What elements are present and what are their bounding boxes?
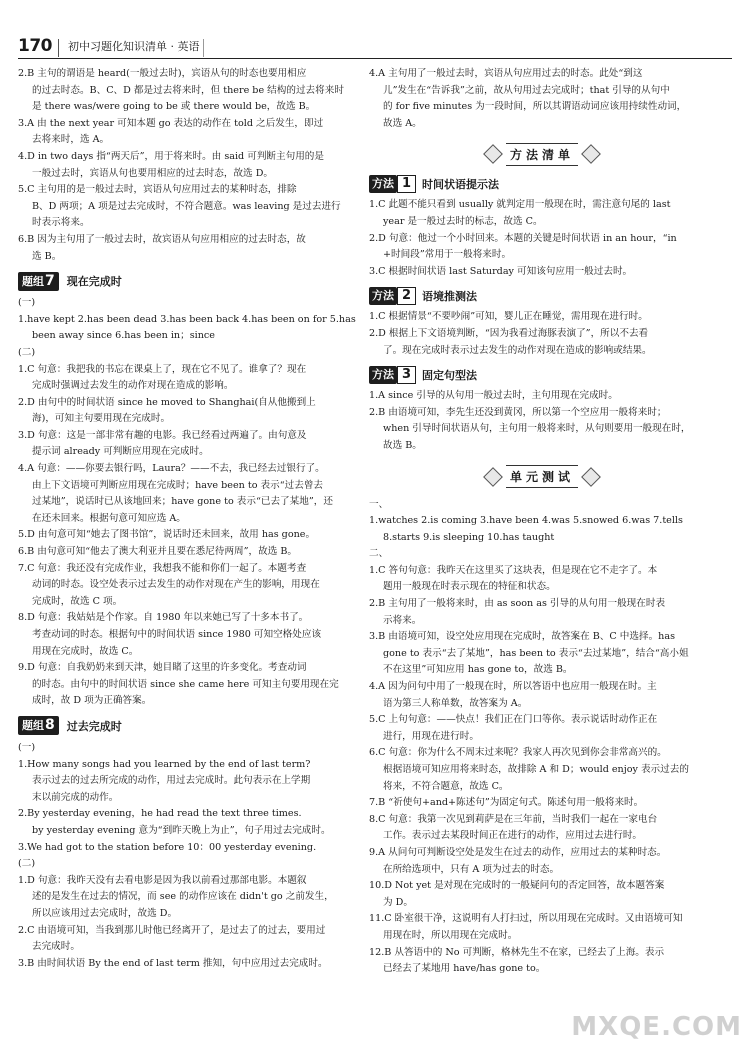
answer-item [18,856,356,873]
answer-item [369,309,715,326]
section-heading [369,465,715,489]
answer-item [18,116,356,149]
text-line: 1.C 此题不能只看到 usually 就判定用一般现在时，需注意句尾的 last [369,199,671,211]
text-line: 表示过去的过去所完成的动作，用过去完成时。此句表示在上学期 [32,775,311,787]
text-line: (二) [18,858,36,870]
text-line: 海)，可知主句要用现在完成时。 [32,413,171,425]
text-line: 故选 B。 [383,439,422,451]
text-line: 6.B 因为主句用了一般过去时，故宾语从句应用相应的过去时态，故 [18,233,306,245]
text-line: 时表示将来。 [32,217,90,229]
text-line: 进行，用现在进行时。 [383,730,479,742]
text-line: (一) [18,297,36,309]
text-line: 3.C 根据时间状语 last Saturday 可知该句应用一般过去时。 [369,265,633,277]
text-line: 所以应该用过去完成时，故选 D。 [32,907,178,919]
method-tag: 方法 [369,287,397,305]
text-line: 8.D 句意：我姑姑是个作家。自 1980 年以来她已写了十多本书了。 [18,612,309,624]
text-line: 1.watches 2.is coming 3.have been 4.was 5.snowed 6.was 7.tells [369,515,683,527]
method-heading [369,174,715,194]
answer-item [369,497,715,514]
text-line: 由上下文语境可判断应用现在完成时；have been to 表示“过去曾去 [32,479,324,491]
method-tag: 方法 [369,175,397,193]
method-number: 3 [397,366,416,384]
section-title: 方法清单 [506,143,578,166]
answer-item [369,629,715,679]
text-line: B、D 两项；A 项是过去完成时，不符合题意。was leaving 是过去进行 [32,200,341,212]
text-line: gone to 表示“去了某地”，has been to 表示“去过某地”，结合“高小姐 [383,647,689,659]
text-line: 3.We had got to the station before 10：00 yesterday evening. [18,841,317,853]
text-line: 5.C 上句句意：——快点！我们正在门口等你。表示说话时动作正在 [369,714,658,726]
text-line: 5.C 主句用的是一般过去时，宾语从句应用过去的某种时态，排除 [18,184,297,196]
answer-item [18,660,356,710]
text-line: 4.A 因为问句中用了一般现在时，所以答语中也应用一般现在时。主 [369,681,657,693]
right-column [369,66,715,1038]
text-line: 在所给选项中，只有 A 项为过去的时态。 [383,863,560,875]
method-heading [369,286,715,306]
diamond-ornament-icon [581,144,601,164]
answer-item [369,388,715,405]
text-line: 2.B 主句的谓语是 heard(一般过去时)，宾语从句的时态也要用相应 [18,68,307,79]
answer-item [369,812,715,845]
answer-item [369,513,715,546]
answer-item [369,745,715,795]
group-tag: 题组8 [18,716,59,735]
text-line: 2.D 由句中的时间状语 since he moved to Shanghai(自从他搬到上 [18,396,316,408]
method-heading [369,365,715,385]
text-line: 已经去了某地用 have/has gone to。 [383,963,546,975]
header-rule [18,58,732,59]
group-title: 现在完成时 [66,275,122,289]
text-line: 3.B 由语境可知，设空处应用现在完成时，故答案在 B、C 中选择。has [369,631,676,643]
text-line: 7.C 句意：我还没有完成作业，我想我不能和你们一起了。本题考查 [18,562,307,574]
text-line: 故选 A。 [383,117,422,129]
text-line: 4.A 句意：——你要去银行吗，Laura？——不去，我已经去过银行了。 [18,463,325,475]
text-line: 儿”发生在“告诉我”之前，故从句用过去完成时；that 引导的从句中 [383,84,670,96]
text-line: 10.D Not yet 是对现在完成时的一般疑问句的否定回答，故本题答案 [369,880,665,892]
section-title: 单元测试 [506,465,578,488]
answer-item [369,66,715,132]
diamond-ornament-icon [483,467,503,487]
answer-item [369,231,715,264]
text-line: 是 there was/were going to be 或 there would be，故选 B。 [32,101,316,113]
answer-item [369,563,715,596]
method-tag: 方法 [369,366,397,384]
answer-item [18,544,356,561]
answer-item [18,873,356,923]
text-line: 3.A 由 the next year 可知本题 go 表达的动作在 told 之后发生，即过 [18,117,324,129]
watermark-logo: MXQE.COM [571,1012,742,1042]
text-line: (一) [18,741,36,753]
answer-item [369,845,715,878]
text-line: 根据语境可知应用将来时态，故排除 A 和 D；would enjoy 表示过去的 [383,764,689,775]
group-heading [18,716,356,736]
section-banner [480,463,604,490]
text-line: 了。现在完成时表示过去发生的动作对现在造成的影响或结果。 [383,344,652,356]
page-number: 170 [18,36,52,56]
answer-item [369,945,715,978]
text-line: 1.have kept 2.has been dead 3.has been back 4.has been on for 5.has [18,313,356,325]
text-line: year 是一般过去时的标志，故选 C。 [383,215,543,227]
text-line: 1.C 根据情景“不要吵闹”可知，婴儿正在睡觉，需用现在进行时。 [369,311,648,323]
text-line: 1.C 句意：我把我的书忘在课桌上了，现在它不见了。谁拿了？现在 [18,363,307,375]
text-line: 完成时强调过去发生的动作对现在造成的影响。 [32,380,234,392]
text-line: 将来，不符合题意，故选 C。 [383,780,509,792]
text-line: 考查动词的时态。根据句中的时间状语 since 1980 可知空格处应该 [32,629,322,640]
left-column [18,66,356,1038]
text-line: 一般过去时，宾语从句也要用相应的过去时态，故选 D。 [32,167,273,179]
header-divider [58,39,59,57]
text-line: 用现在时，所以用现在完成时。 [383,929,518,941]
text-line: 提示词 already 可判断应用现在完成时。 [32,446,209,458]
answer-item [18,806,356,839]
method-number: 1 [397,175,416,193]
section-banner [480,141,604,168]
answer-item [369,679,715,712]
text-line: 1.A since 引导的从句用一般过去时，主句用现在完成时。 [369,390,618,402]
text-line: 不在这里”可知应用 has gone to，故选 B。 [383,664,573,676]
text-line: 7.B “祈使句+and+陈述句”为固定句式。陈述句用一般将来时。 [369,797,644,809]
text-line: 题用一般现在时表示现在的特征和状态。 [383,581,556,593]
text-line: 2.D 句意：他过一个小时回来。本题的关键是时间状语 in an hour，“in [369,232,677,244]
answer-item [18,66,356,116]
answer-item [18,362,356,395]
text-line: 12.B 从答语中的 No 可判断，格林先生不在家，已经去了上海。表示 [369,946,665,958]
text-line: 选 B。 [32,250,62,262]
answer-item [369,326,715,359]
answer-item [18,840,356,857]
answer-item [18,182,356,232]
text-line: 的过去时态。B、C、D 都是过去将来时，但 there be 结构的过去将来时 [32,84,344,96]
method-title: 语境推测法 [422,290,478,304]
text-line: (二) [18,346,36,358]
diamond-ornament-icon [581,467,601,487]
text-line: 动词的时态。设空处表示过去发生的动作对现在产生的影响，用现在 [32,579,320,591]
answer-item [369,712,715,745]
method-title: 固定句型法 [422,369,478,383]
text-line: 2.D 根据上下文语境判断，“因为我看过海豚表演了”，所以不去看 [369,327,649,339]
page-header [0,0,750,66]
group-number: 7 [45,272,55,289]
text-line: 1.How many songs had you learned by the end of last term? [18,758,311,770]
text-line: +时间段”常用于一般将来时。 [383,249,512,261]
answer-item [18,428,356,461]
text-line: 的时态。由句中的时间状语 since she came here 可知主句要用现在完 [32,678,339,690]
text-line: 8.C 句意：我第一次见到莉萨是在三年前，当时我们一起在一家电台 [369,813,658,825]
text-line: 述的是发生在过去的情况，而 see 的动作应该在 didn't go 之前发生， [32,891,334,903]
answer-item [18,345,356,362]
answer-item [18,956,356,973]
text-line: 为 D。 [383,896,413,908]
answer-item [18,923,356,956]
answer-item [18,395,356,428]
text-line: 9.D 句意：自我奶奶来到天津，她目睹了这里的许多变化。考查动词 [18,662,307,674]
text-line: 去将来时，选 A。 [32,134,110,146]
text-line: 的 for five minutes 为一段时间，所以其谓语动词应该用持续性动词， [383,101,687,113]
text-line: 8.starts 9.is sleeping 10.has taught [383,531,555,543]
text-line: 6.B 由句意可知“他去了澳大利亚并且要在悉尼待两周”，故选 B。 [18,546,298,558]
book-title: 初中习题化知识清单 · 英语 [68,40,200,53]
method-title: 时间状语提示法 [422,178,500,192]
answer-item [18,295,356,312]
text-line: 3.D 句意：这是一部非常有趣的电影。我已经看过两遍了。由句意及 [18,429,307,441]
header-divider-end [203,39,204,57]
text-line: 成时，故 D 项为正确答案。 [32,695,152,707]
answer-item [18,232,356,265]
answer-item [18,149,356,182]
answer-item [369,596,715,629]
text-line: by yesterday evening 意为“到昨天晚上为止”，句子用过去完成时。 [32,824,331,836]
answer-item [18,527,356,544]
text-line: 2.C 由语境可知，当我到那儿时他已经离开了，是过去了的过去，要用过 [18,924,326,936]
text-line: 2.B 由语境可知，李先生还没到黄冈，所以第一个空应用一般将来时； [369,406,667,418]
group-tag: 题组7 [18,272,59,291]
section-heading [369,142,715,166]
text-line: 6.C 句意：你为什么不周末过来呢？我家人再次见到你会非常高兴的。 [369,747,667,759]
group-number: 8 [45,717,55,734]
answer-item [369,795,715,812]
text-line: 2.By yesterday evening，he had read the text three times. [18,808,302,820]
diamond-ornament-icon [483,144,503,164]
group-heading [18,271,356,291]
text-line: 4.A 主句用了一般过去时，宾语从句应用过去的时态。此处“到这 [369,68,643,79]
method-number: 2 [397,287,416,305]
text-line: 在还未回来。根据句意可知应选 A。 [32,512,186,524]
answer-item [369,264,715,281]
group-title: 过去完成时 [66,719,122,733]
text-line: 一、 [369,498,389,510]
text-line: 去完成时。 [32,941,80,953]
text-line: 5.D 由句意可知“她去了图书馆”，说话时还未回来，故用 has gone。 [18,529,316,541]
answer-item [369,911,715,944]
answer-item [18,461,356,527]
text-line: 完成时，故选 C 项。 [32,595,123,607]
text-line: 工作。表示过去某段时间正在进行的动作，应用过去进行时。 [383,830,643,842]
text-line: when 引导时间状语从句，主句用一般将来时，从句则要用一般现在时， [383,423,691,435]
answer-item [369,546,715,563]
text-line: 用现在完成时，故选 C。 [32,645,139,657]
answer-item [18,561,356,611]
text-line: 语为第三人称单数，故答案为 A。 [383,697,528,709]
text-line: 11.C 卧室很干净，这说明有人打扫过，所以用现在完成时。又由语境可知 [369,913,683,925]
text-line: 二、 [369,548,389,560]
answer-item [18,610,356,660]
text-line: 1.D 句意：我昨天没有去看电影是因为我以前看过那部电影。本题叙 [18,874,307,886]
text-line: 4.D in two days 指“两天后”，用于将来时。由 said 可判断主句用的是 [18,150,324,162]
text-line: 1.C 答句句意：我昨天在这里买了这块表，但是现在它不走字了。本 [369,564,658,576]
text-line: 3.B 由时间状语 By the end of last term 推知，句中应用过去完成时。 [18,957,328,969]
answer-item [369,878,715,911]
text-line: 末以前完成的动作。 [32,791,119,803]
text-line: 9.A 从问句可判断设空处是发生在过去的动作，应用过去的某种时态。 [369,846,667,858]
text-line: 过某地”，说话时已从该地回来；have gone to 表示“已去了某地”，还 [32,496,333,508]
text-line: been away since 6.has been in；since [32,330,215,342]
answer-item [18,757,356,807]
text-line: 2.B 主句用了一般将来时，由 as soon as 引导的从句用一般现在时表 [369,598,666,610]
answer-item [369,197,715,230]
answer-item [18,312,356,345]
text-line: 示将来。 [383,614,422,626]
answer-item [18,740,356,757]
answer-item [369,405,715,455]
